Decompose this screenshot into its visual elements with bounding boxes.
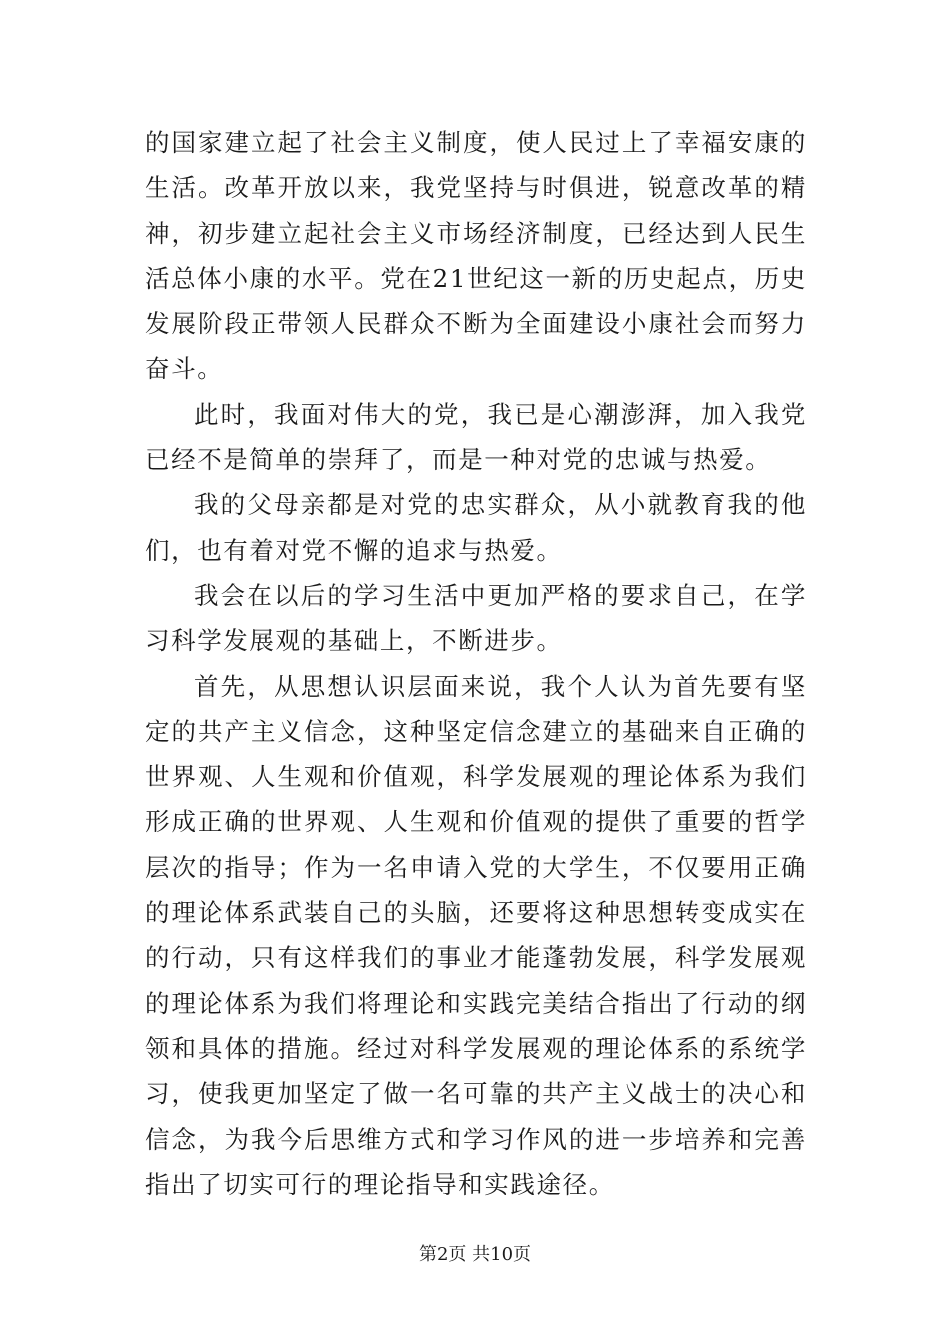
paragraph-4: 我会在以后的学习生活中更加严格的要求自己，在学习科学发展观的基础上，不断进步。 xyxy=(145,580,807,656)
paragraph-2: 此时，我面对伟大的党，我已是心潮澎湃，加入我党已经不是简单的崇拜了，而是一种对党的忠诚与热爱。 xyxy=(145,399,807,475)
paragraph-1: 的国家建立起了社会主义制度，使人民过上了幸福安康的生活。改革开放以来，我党坚持与时俱进，锐意改革的精神，初步建立起社会主义市场经济制度，已经达到人民生活总体小康的水平。党在21世纪这一新的历史起点，历史发展阶段正带领人民群众不断为全面建设小康社会而努力奋斗。 xyxy=(145,128,807,384)
page-number-footer: 第2页 共10页 xyxy=(418,1244,532,1265)
paragraph-3: 我的父母亲都是对党的忠实群众，从小就教育我的他们，也有着对党不懈的追求与热爱。 xyxy=(145,490,807,565)
paragraph-5: 首先，从思想认识层面来说，我个人认为首先要有坚定的共产主义信念，这种坚定信念建立的基础来自正确的世界观、人生观和价值观，科学发展观的理论体系为我们形成正确的世界观、人生观和价值观的提供了重要的哲学层次的指导；作为一名申请入党的大学生，不仅要用正确的理论体系武装自己的头脑，还要将这种思想转变成实在的行动，只有这样我们的事业才能蓬勃发展，科学发展观的理论体系为我们将理论和实践完美结合指出了行动的纲领和具体的措施。经过对科学发展观的理论体系的系统学习，使我更加坚定了做一名可靠的共产主义战士的决心和信念，为我今后思维方式和学习作风的进一步培养和完善指出了切实可行的理论指导和实践途径。 xyxy=(145,671,807,1199)
document-body xyxy=(145,120,807,1207)
